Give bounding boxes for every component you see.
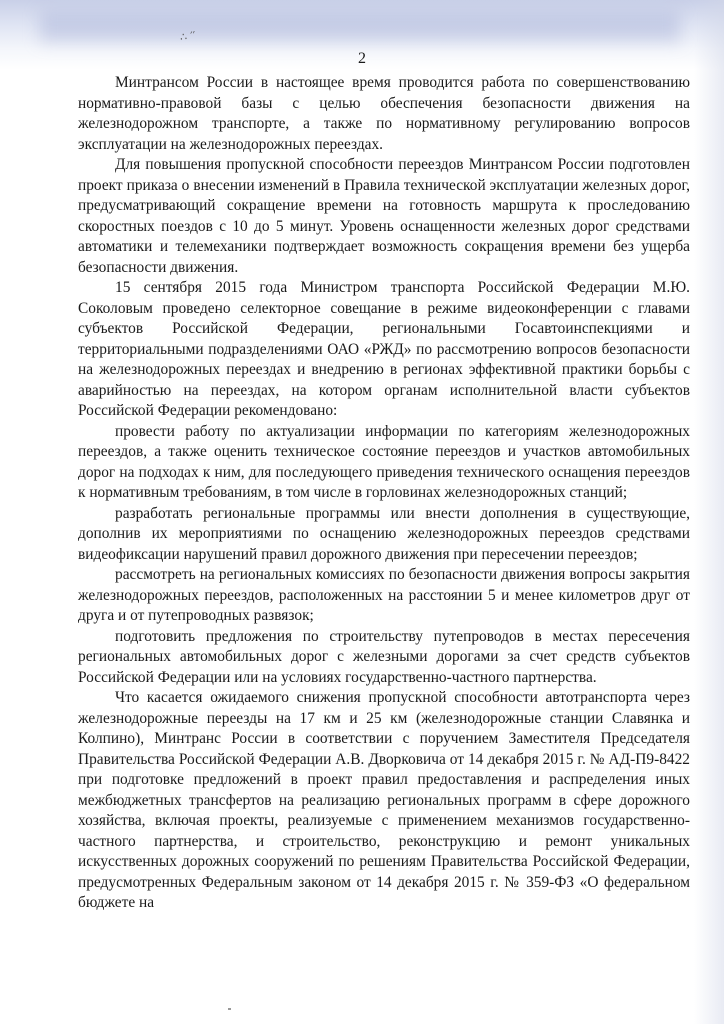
paragraph: подготовить предложения по строительству путепроводов в местах пересечения региональных автомобильных дорог с железными дорогами за счет средств субъектов Российской Федерации или на условиях государственно-частного партнерства. bbox=[78, 627, 690, 686]
scan-mark: ∴ ′′ bbox=[179, 29, 197, 44]
paragraph: рассмотреть на региональных комиссиях по безопасности движения вопросы закрытия железнодорожных переездов, расположенных на расстоянии 5 и менее километров друг от друга и от путепроводных развязок; bbox=[78, 566, 690, 624]
scan-blur-band bbox=[40, 12, 680, 42]
paragraph: разработать региональные программы или внести дополнения в существующие, дополнив их мероприятиями по оснащению железнодорожных переездов средствами видеофиксации нарушений правил дорожного движения при пересечении переездов; bbox=[78, 504, 690, 563]
paragraph: Что касается ожидаемого снижения пропускной способности автотранспорта через железнодорожные переезды на 17 км и 25 км (железнодорожные станции Славянка и Колпино), Минтранс России в соответствии с поручением Заместителя Председателя Правительства Российской Федерации А.В. Дворковича от 14 декабря 2015 г. № АД-П9-8422 при подготовке предложений в проект правил предоставления и распределения иных межбюджетных трансфертов на реализацию региональных программ в сфере дорожного хозяйства, включая проекты, реализуемые с применением механизмов государственно-частного партнерства, и строительство, реконструкцию и ремонт уникальных искусственных дорожных сооружений по решениям Правительства Российской Федерации, предусмотренных Федеральным законом от 14 декабря 2015 г. № 359-ФЗ «О федеральном бюджете на bbox=[78, 689, 690, 911]
paragraph: Минтрансом России в настоящее время проводится работа по совершенствованию нормативно-правовой базы с целью обеспечения безопасности движения на железнодорожном транспорте, а также по нормативному регулированию вопросов эксплуатации на железнодорожных переездах. bbox=[78, 74, 690, 153]
paragraph: 15 сентября 2015 года Министром транспорта Российской Федерации М.Ю. Соколовым проведено селекторное совещание в режиме видеоконференции с главами субъектов Российской Федерации, региональными Госавтоинспекциями и территориальными подразделениями ОАО «РЖД» по рассмотрению вопросов безопасности на железнодорожных переездах и внедрению в регионах эффективной практики борьбы с аварийностью на переездах, на котором органам исполнительной власти субъектов Российской Федерации рекомендовано: bbox=[78, 279, 690, 419]
scan-speck bbox=[228, 1008, 231, 1010]
page-number: 2 bbox=[358, 50, 366, 67]
scan-right-shading bbox=[694, 0, 724, 1024]
document-body bbox=[78, 73, 690, 914]
paragraph: Для повышения пропускной способности переездов Минтрансом России подготовлен проект приказа о внесении изменений в Правила технической эксплуатации железных дорог, предусматривающий сокращение времени на готовность маршрута к проследованию скоростных поездов с 10 до 5 минут. Уровень оснащенности железных дорог средствами автоматики и телемеханики подтверждает возможность сокращения времени без ущерба безопасности движения. bbox=[78, 156, 690, 276]
paragraph: провести работу по актуализации информации по категориям железнодорожных переездов, а также оценить техническое состояние переездов и участков автомобильных дорог на подходах к ним, для последующего приведения технического оснащения переездов к нормативным требованиям, в том числе в горловинах железнодорожных станций; bbox=[78, 422, 690, 501]
